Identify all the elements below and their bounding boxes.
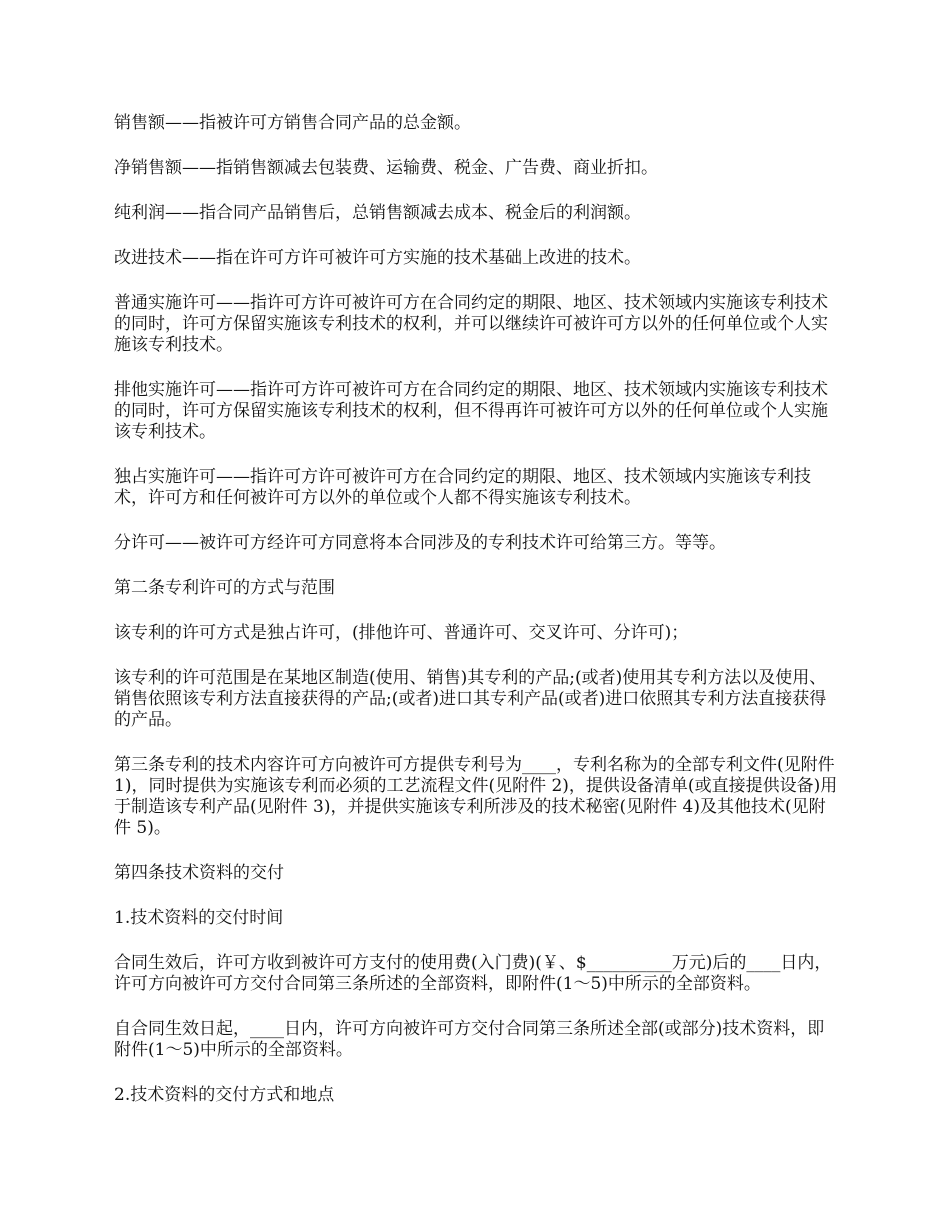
article-3-paragraph: 第三条专利的技术内容许可方向被许可方提供专利号为____，专利名称为的全部专利文件(见附件 1)，同时提供为实施该专利而必须的工艺流程文件(见附件 2)，提供设备清单(或直接提供设备)用于制造该专利产品(见附件 3)，并提供实施该专利所涉及的技术秘密(见附件 4)及其他技术(见附件 5)。	[114, 755, 838, 838]
document-page	[114, 113, 840, 1130]
definition-improved-technology: 改进技术——指在许可方许可被许可方实施的技术基础上改进的技术。	[114, 248, 641, 268]
delivery-time-paragraph-2: 自合同生效日起，____日内，许可方向被许可方交付合同第三条所述全部(或部分)技术资料，即附件(1～5)中所示的全部资料。	[114, 1019, 825, 1060]
definition-sole-license: 独占实施许可——指许可方许可被许可方在合同约定的期限、地区、技术领域内实施该专利技术，许可方和任何被许可方以外的单位或个人都不得实施该专利技术。	[114, 467, 811, 508]
definition-net-profit: 纯利润——指合同产品销售后，总销售额减去成本、税金后的利润额。	[114, 203, 641, 223]
delivery-method-heading: 2.技术资料的交付方式和地点	[114, 1085, 335, 1105]
definition-net-sales: 净销售额——指销售额减去包装费、运输费、税金、广告费、商业折扣。	[114, 158, 658, 178]
license-scope-paragraph: 该专利的许可范围是在某地区制造(使用、销售)其专利的产品;(或者)使用其专利方法以及使用、销售依照该专利方法直接获得的产品;(或者)进口其专利产品(或者)进口依照其专利方法直接获得的产品。	[114, 668, 827, 730]
definition-exclusive-license: 排他实施许可——指许可方许可被许可方在合同约定的期限、地区、技术领域内实施该专利技术的同时，许可方保留实施该专利技术的权利，但不得再许可被许可方以外的任何单位或个人实施该专利技术。	[114, 380, 828, 442]
article-2-heading: 第二条专利许可的方式与范围	[114, 578, 335, 598]
definition-sales-amount: 销售额——指被许可方销售合同产品的总金额。	[114, 113, 471, 133]
license-method-paragraph: 该专利的许可方式是独占许可，(排他许可、普通许可、交叉许可、分许可)；	[114, 623, 689, 643]
article-4-heading: 第四条技术资料的交付	[114, 863, 284, 883]
delivery-time-paragraph-1: 合同生效后，许可方收到被许可方支付的使用费(入门费)(￥、$__________万元)后的____日内，许可方向被许可方交付合同第三条所述的全部资料，即附件(1～5)中所示的全部资料。	[114, 953, 832, 994]
delivery-time-heading: 1.技术资料的交付时间	[114, 908, 284, 928]
definition-sublicense: 分许可——被许可方经许可方同意将本合同涉及的专利技术许可给第三方。等等。	[114, 533, 726, 553]
definition-ordinary-license: 普通实施许可——指许可方许可被许可方在合同约定的期限、地区、技术领域内实施该专利技术的同时，许可方保留实施该专利技术的权利，并可以继续许可被许可方以外的任何单位或个人实施该专利技术。	[114, 293, 828, 355]
